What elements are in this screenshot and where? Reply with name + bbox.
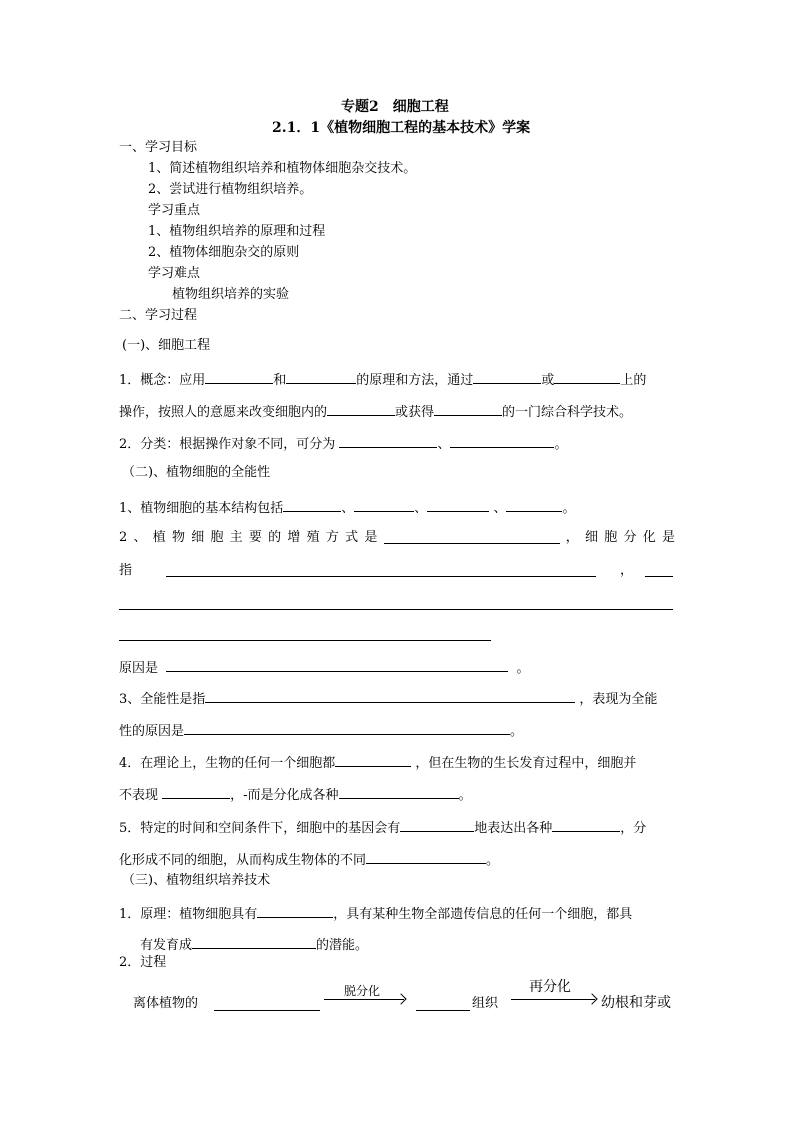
rediff-label: 再分化 <box>529 979 571 995</box>
blank[interactable] <box>162 786 230 799</box>
blank-line[interactable] <box>119 640 491 641</box>
struct-sep: 、 <box>493 501 507 516</box>
blank-line[interactable] <box>214 1010 320 1011</box>
totipotency-line-1 <box>119 690 657 706</box>
class-text-c: 。 <box>554 437 568 452</box>
blank[interactable] <box>427 499 489 512</box>
q2-comma: ， <box>620 563 634 578</box>
q4-text-b: ，但在生物的生长发育过程中，细胞并 <box>415 756 637 771</box>
structure-line <box>119 499 575 515</box>
blank-line[interactable] <box>119 609 673 610</box>
blank-line[interactable] <box>645 576 673 577</box>
goal-1: 1、简述植物组织培养和植物体细胞杂交技术。 <box>148 161 417 176</box>
concept-line-1 <box>119 371 646 387</box>
q2-char: 是 <box>661 530 675 545</box>
q2-char: 、 <box>133 530 147 545</box>
blank[interactable] <box>257 905 333 918</box>
q2-char: 胞 <box>210 530 224 545</box>
blank[interactable] <box>366 851 486 864</box>
q4b-text-c: 。 <box>458 788 472 803</box>
tot2-text-a: 性的原因是 <box>119 724 185 739</box>
q2-char: 2 <box>119 530 128 545</box>
blank[interactable] <box>205 690 575 703</box>
struct-sep: 、 <box>414 501 428 516</box>
flow-text-b: 组织 <box>472 996 499 1011</box>
process-heading: 2．过程 <box>119 955 167 970</box>
q5-line-2 <box>119 851 499 867</box>
blank-line[interactable] <box>166 576 596 577</box>
blank[interactable] <box>552 819 620 832</box>
flow-text-c: 幼根和芽或 <box>601 995 671 1011</box>
concept-text-a: 1．概念：应用 <box>119 373 206 388</box>
q2-char: 化 <box>642 530 656 545</box>
goal-2: 2、尝试进行植物组织培养。 <box>148 182 313 197</box>
page-title: 专题2 细胞工程 <box>341 99 449 115</box>
key-1: 1、植物组织培养的原理和过程 <box>148 224 326 239</box>
q2-char: 物 <box>171 530 185 545</box>
dediff-label: 脱分化 <box>344 984 381 998</box>
q2-char: 的 <box>268 530 282 545</box>
reason-text: 原因是 <box>119 661 159 676</box>
q2-char: 方 <box>325 530 339 545</box>
q5-line-1 <box>119 819 646 835</box>
q5-text-c: ，分 <box>620 821 647 836</box>
q2-char: 是 <box>364 530 378 545</box>
q2-char: 增 <box>287 530 301 545</box>
struct-sep: 、 <box>341 501 355 516</box>
q5b-text-b: 。 <box>486 853 500 868</box>
zhi-char: 指 <box>119 563 133 578</box>
blank[interactable] <box>339 786 459 799</box>
tot-text-b: ，表现为全能 <box>579 692 658 707</box>
blank[interactable] <box>450 435 554 448</box>
class-text-a: 2．分类：根据操作对象不同，可分为 <box>119 437 336 452</box>
q2-char: 殖 <box>306 530 320 545</box>
q2-char: 主 <box>229 530 243 545</box>
q5-text-a: 5．特定的时间和空间条件下，细胞中的基因会有 <box>119 821 401 836</box>
principle-line-1 <box>119 905 632 921</box>
reason-line <box>119 659 530 675</box>
q2-char: 要 <box>248 530 262 545</box>
blank[interactable] <box>205 371 273 384</box>
dediff-arrow <box>324 999 404 1000</box>
concept-text-e: 上的 <box>620 373 647 388</box>
q2-char: 细 <box>191 530 205 545</box>
key-heading: 学习重点 <box>148 203 201 218</box>
concept-text-b: 和 <box>273 373 287 388</box>
blank[interactable] <box>327 403 395 416</box>
q4-text-a: 4．在理论上，生物的任何一个细胞都 <box>119 756 336 771</box>
blank[interactable] <box>339 435 437 448</box>
blank[interactable] <box>434 403 502 416</box>
concept2-text-a: 操作，按照人的意愿来改变细胞内的 <box>119 405 328 420</box>
blank[interactable] <box>166 659 508 672</box>
totipotency-line-2 <box>119 722 523 738</box>
q4b-text-b: ，-而是分化成各种 <box>230 788 339 803</box>
struct-text: 1、植物细胞的基本结构包括 <box>119 501 284 516</box>
blank[interactable] <box>286 371 356 384</box>
rediff-arrow <box>511 999 595 1000</box>
q4-line-2 <box>119 786 472 802</box>
blank[interactable] <box>384 531 560 544</box>
q2-char: 胞 <box>604 530 618 545</box>
q2-char: 式 <box>345 530 359 545</box>
reason-end: 。 <box>516 661 530 676</box>
concept-line-2 <box>119 403 632 419</box>
question2-line <box>119 531 675 544</box>
part2-heading: （二)、植物细胞的全能性 <box>122 465 271 480</box>
section1-heading: 一、学习目标 <box>119 140 198 155</box>
pr2-text-a: 有发育成 <box>140 938 193 953</box>
pr-text-b: ，具有某种生物全部遗传信息的任何一个细胞，都具 <box>333 907 633 922</box>
q5b-text-a: 化形成不同的细胞，从而构成生物体的不同 <box>119 853 367 868</box>
q4-line-1 <box>119 754 636 770</box>
q5-text-b: 地表达出各种 <box>474 821 553 836</box>
flow-text-a: 离体植物的 <box>133 996 199 1011</box>
blank-line[interactable] <box>416 1010 470 1011</box>
blank[interactable] <box>192 936 316 949</box>
blank[interactable] <box>554 371 620 384</box>
part3-heading: （三)、植物组织培养技术 <box>122 873 271 888</box>
blank[interactable] <box>354 499 414 512</box>
blank[interactable] <box>335 754 411 767</box>
concept2-text-b: 或获得 <box>395 405 435 420</box>
key-2: 2、植物体细胞杂交的原则 <box>148 245 300 260</box>
concept-text-d: 或 <box>541 373 555 388</box>
blank[interactable] <box>184 722 510 735</box>
difficulty-1: 植物组织培养的实验 <box>172 287 290 302</box>
tot-text-a: 3、全能性是指 <box>119 692 206 707</box>
class-text-b: 、 <box>437 437 451 452</box>
tot2-text-b: 。 <box>510 724 524 739</box>
section2-heading: 二、学习过程 <box>119 308 198 323</box>
blank[interactable] <box>506 499 562 512</box>
principle-line-2 <box>140 936 368 952</box>
struct-end: 。 <box>562 501 576 516</box>
blank[interactable] <box>473 371 541 384</box>
difficulty-heading: 学习难点 <box>148 266 201 281</box>
blank[interactable] <box>400 819 474 832</box>
pr2-text-b: 的潜能。 <box>316 938 369 953</box>
blank[interactable] <box>283 499 341 512</box>
q4b-text-a: 不表现 <box>119 788 159 803</box>
q2-char: ， <box>565 530 579 545</box>
q2-char: 细 <box>585 530 599 545</box>
concept-text-c: 的原理和方法，通过 <box>356 373 474 388</box>
q2-char: 植 <box>152 530 166 545</box>
page-subtitle: 2.1．1《植物细胞工程的基本技术》学案 <box>272 120 531 136</box>
concept2-text-c: 的一门综合科学技术。 <box>502 405 633 420</box>
classification-line <box>119 435 567 451</box>
pr-text-a: 1．原理：植物细胞具有 <box>119 907 258 922</box>
q2-char: 分 <box>623 530 637 545</box>
part1-heading: (一)、细胞工程 <box>122 338 211 353</box>
